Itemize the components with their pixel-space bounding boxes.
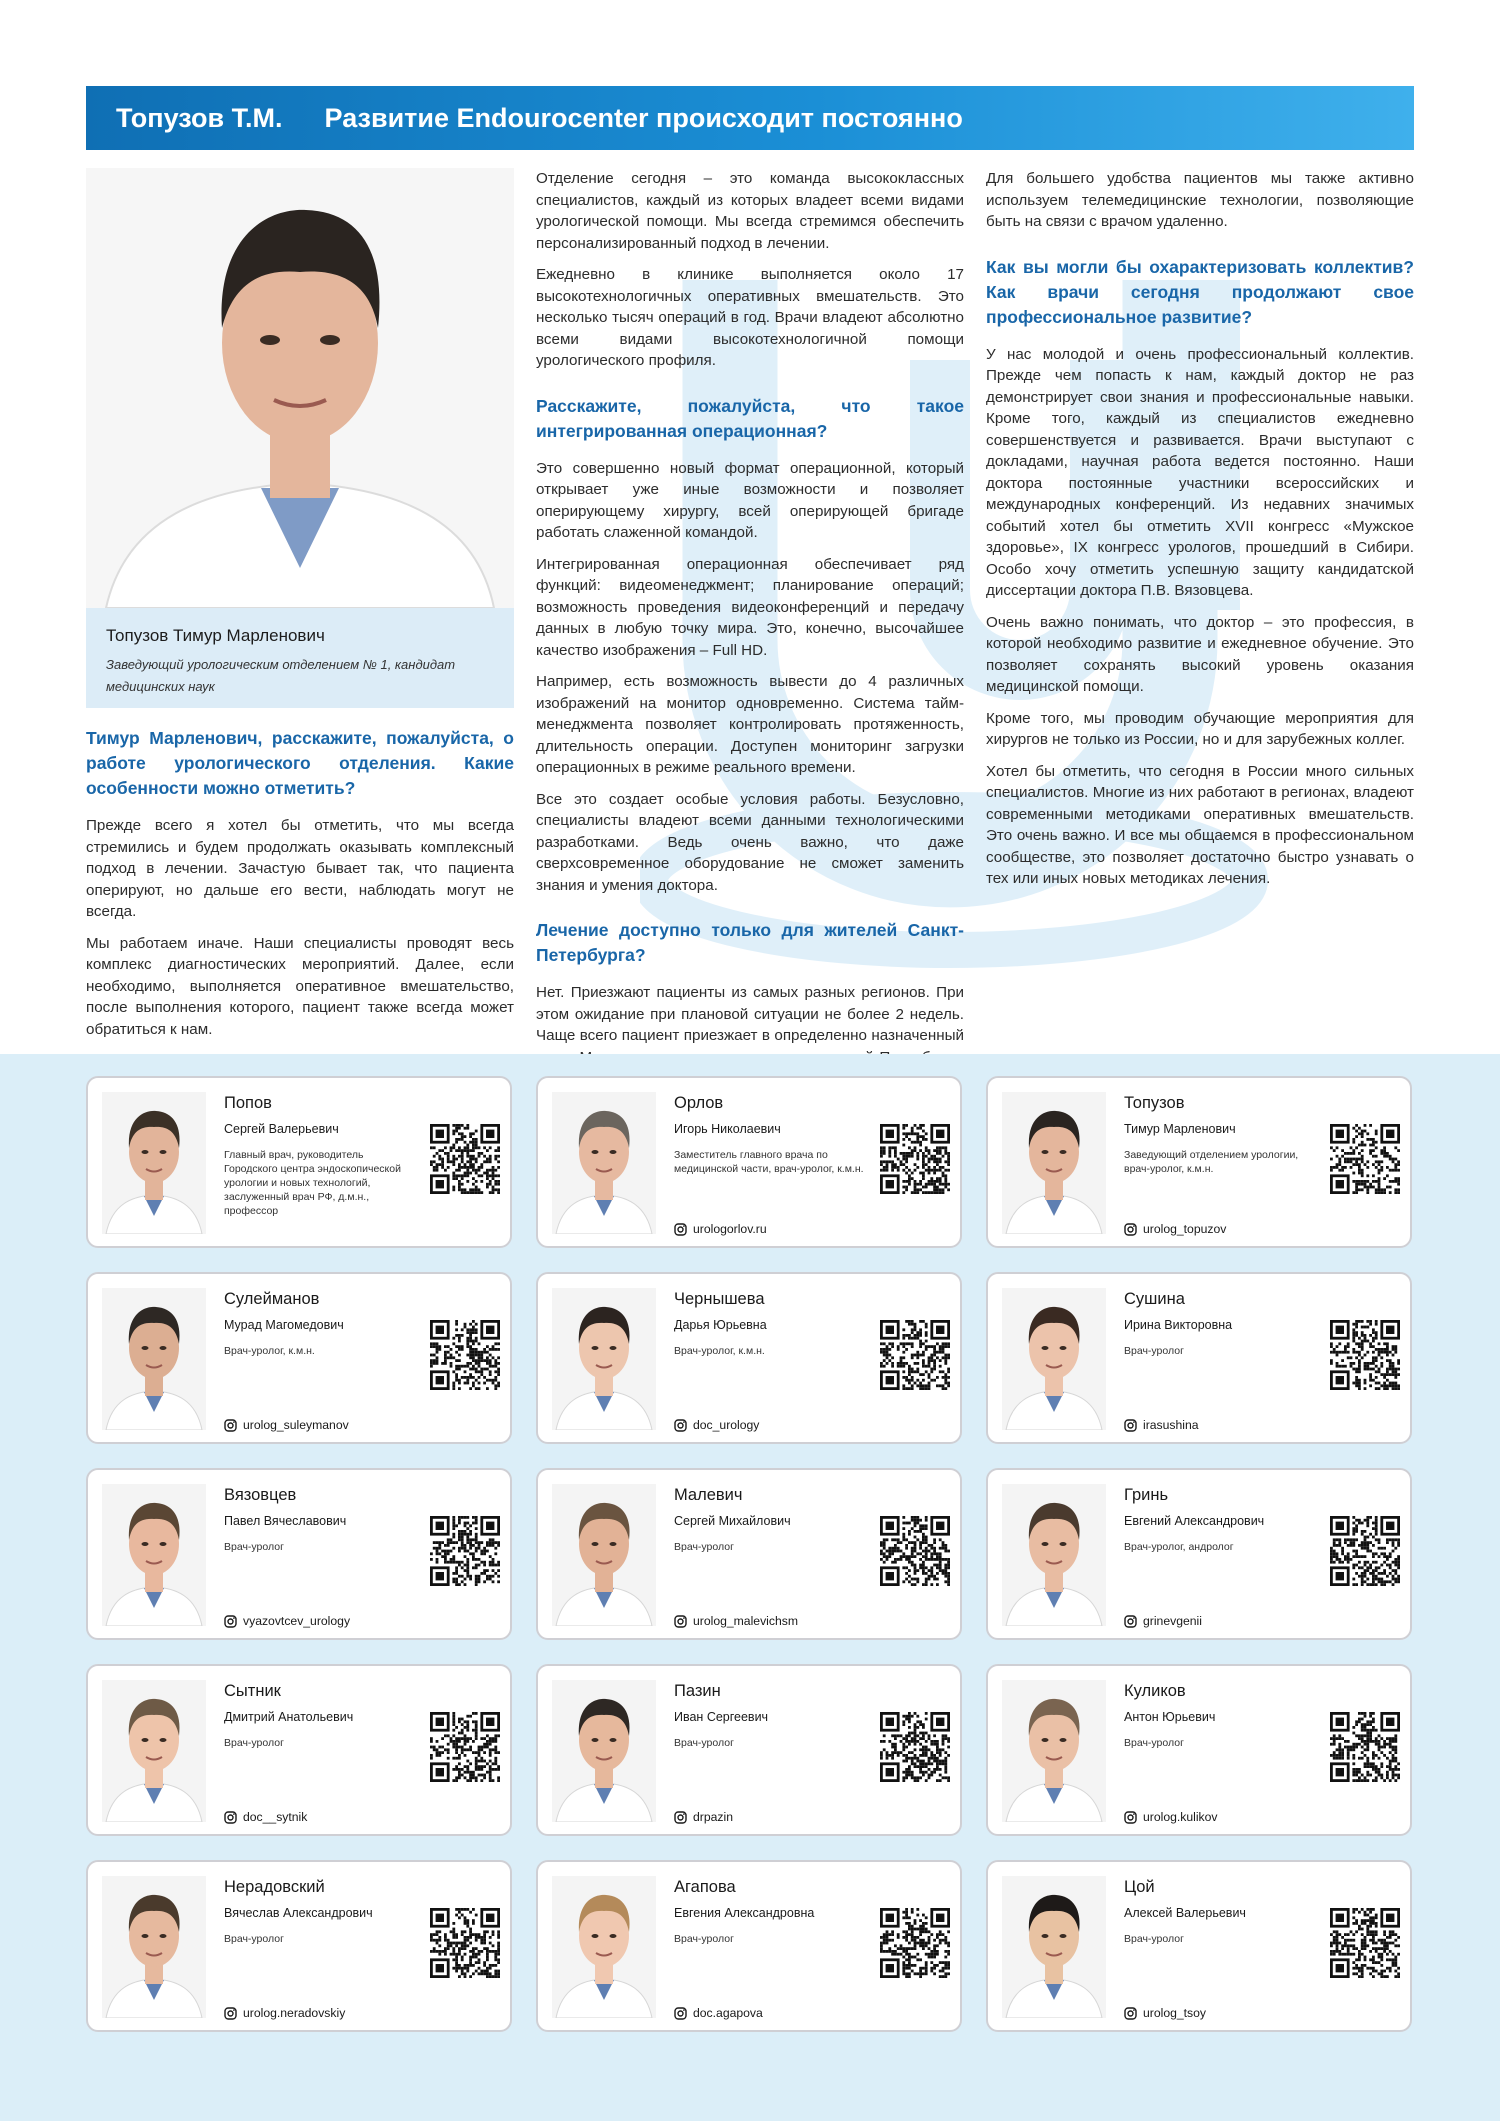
doctor-social-link[interactable] [224,1810,307,1824]
doctor-surname: Малевич [674,1486,743,1504]
doctor-surname: Пазин [674,1682,721,1700]
doctor-description: Заместитель главного врача по медицинской части, врач-уролог, к.м.н. [674,1149,864,1175]
qr-code-icon[interactable] [880,1516,950,1586]
doctor-description: Врач-уролог [224,1541,284,1553]
doctor-surname: Цой [1124,1878,1155,1896]
qr-code-icon[interactable] [430,1124,500,1194]
article-paragraph: Отделение сегодня – это команда высококлассных специалистов, каждый из которых владеет всеми видами урологической помощи. Мы всегда стремимся обеспечить персонализированный подход в лечении. [536,170,964,252]
doctor-social-link[interactable] [674,1418,759,1432]
doctor-photo [552,1092,656,1234]
doctor-social-handle[interactable]: urolog_topuzov [1143,1222,1227,1236]
qr-code-icon[interactable] [880,1320,950,1390]
qr-code-icon[interactable] [430,1516,500,1586]
article-paragraph: Все это создает особые условия работы. Безусловно, специалисты владеют всеми данными технологическими разработками. Ведь очень важно, что даже сверхсовременное оборудование не сможет заменить знания и умения доктора. [536,790,964,894]
doctor-card [86,1272,512,1444]
doctor-card [86,1468,512,1640]
doctor-card [986,1272,1412,1444]
doctor-social-link[interactable] [224,2006,345,2020]
doctor-photo [102,1092,206,1234]
doctor-description: Врач-уролог [674,1737,734,1749]
doctor-given-name: Антон Юрьевич [1124,1710,1216,1724]
doctor-social-link[interactable] [674,1222,767,1236]
article-paragraph: У нас молодой и очень профессиональный коллектив. Прежде чем попасть к нам, каждый доктор не раз демонстрирует свои знания и профессиональные навыки. Кроме того, каждый из специалистов ежедневно совершенствуется и развивается. Врачи выступают с докладами, научная работа ведется постоянно. Наши доктора постоянные участники всероссийских и международных конференций. Из недавних значимых событий хотел бы отметить XVII конгресс «Мужское здоровье», IX конгресс урологов, прошедший в Сибири. Особо хочу отметить успешную защиту кандидатской диссертации доктора П.В. Вязовцева. [986,345,1414,599]
doctor-card [986,1860,1412,2032]
doctor-description: Главный врач, руководитель Городского центра эндоскопической урологии и новых технологий, заслуженный врач РФ, д.м.н., профессор [224,1149,401,1217]
doctor-photo [102,1484,206,1626]
portrait-caption-role: Заведующий урологическим отделением № 1, кандидат медицинских наук [106,657,456,694]
doctor-photo [102,1876,206,2018]
doctor-social-link[interactable] [674,2006,763,2020]
doctor-surname: Орлов [674,1094,724,1112]
doctor-given-name: Иван Сергеевич [674,1710,769,1724]
doctor-photo [552,1680,656,1822]
article-paragraph: Мы работаем иначе. Наши специалисты проводят весь комплекс диагностических мероприятий. Далее, если необходимо, выполняется оперативное вмешательство, после выполнения которого, пациент также всегда может обратиться к нам. [86,934,514,1038]
portrait-caption-name: Топузов Тимур Марленович [106,626,325,645]
doctor-surname: Вязовцев [224,1486,297,1504]
instagram-icon [1124,1223,1137,1236]
qr-code-icon[interactable] [430,1712,500,1782]
doctor-photo [1002,1680,1106,1822]
doctor-description: Врач-уролог [1124,1933,1184,1945]
doctor-given-name: Дмитрий Анатольевич [224,1710,354,1724]
doctor-social-handle[interactable]: urolog_malevichsm [693,1614,798,1628]
doctor-social-link[interactable] [1124,1418,1199,1432]
qr-code-icon[interactable] [1330,1516,1400,1586]
doctor-description: Врач-уролог [674,1541,734,1553]
article-column-3 [986,168,1414,900]
doctor-surname: Агапова [674,1878,736,1896]
doctor-card [536,1664,962,1836]
qr-code-icon[interactable] [880,1712,950,1782]
doctor-photo [102,1288,206,1430]
article-paragraph: Кроме того, мы проводим обучающие мероприятия для хирургов не только из России, но и для зарубежных коллег. [986,709,1414,748]
doctor-card [536,1272,962,1444]
header-title: Развитие Endourocenter происходит постоянно [324,102,963,133]
doctor-social-link[interactable] [1124,2006,1206,2020]
instagram-icon [224,1615,237,1628]
doctor-social-handle[interactable]: urolog.kulikov [1143,1810,1218,1824]
instagram-icon [674,1615,687,1628]
doctor-description: Врач-уролог [674,1933,734,1945]
qr-code-icon[interactable] [1330,1908,1400,1978]
doctor-given-name: Сергей Валерьевич [224,1122,339,1136]
qr-code-icon[interactable] [1330,1124,1400,1194]
doctor-description: Врач-уролог [224,1737,284,1749]
doctor-social-link[interactable] [1124,1222,1226,1236]
qr-code-icon[interactable] [430,1908,500,1978]
doctor-surname: Гринь [1124,1486,1169,1504]
doctor-given-name: Евгения Александровна [674,1906,815,1920]
doctor-description: Врач-уролог [224,1933,284,1945]
doctor-card [986,1468,1412,1640]
qr-code-icon[interactable] [1330,1712,1400,1782]
qr-code-icon[interactable] [880,1908,950,1978]
doctor-photo [552,1288,656,1430]
doctor-photo-illustration [1002,1876,1106,2018]
doctor-given-name: Вячеслав Александрович [224,1906,373,1920]
instagram-icon [224,2007,237,2020]
header-author: Топузов Т.М. [116,102,283,133]
question-heading: Как вы могли бы охарактеризовать коллектив? Как врачи сегодня продолжают свое профессиональное развитие? [986,256,1414,327]
doctor-photo-illustration [1002,1092,1106,1234]
doctor-description: Заведующий отделением урологии, врач-уролог, к.м.н. [1124,1149,1299,1175]
doctor-social-handle[interactable]: drpazin [693,1810,733,1824]
doctor-surname: Нерадовский [224,1878,325,1896]
doctor-photo-illustration [102,1092,206,1234]
doctor-social-handle[interactable]: doc.agapova [693,2006,763,2020]
article-paragraph: Это совершенно новый формат операционной, который открывает уже иные возможности и позволяет оперирующему хирургу, всей оперирующей бригаде работать слаженной командой. [536,459,964,541]
doctor-photo-illustration [552,1484,656,1626]
doctor-social-handle[interactable]: doc_urology [693,1418,760,1432]
doctor-surname: Чернышева [674,1290,765,1308]
doctor-photo-illustration [1002,1288,1106,1430]
doctor-card [86,1860,512,2032]
article-header [86,86,1414,150]
doctor-social-handle[interactable]: grinevgenii [1143,1614,1202,1628]
doctor-description: Врач-уролог [1124,1737,1184,1749]
article-column-2 [536,168,964,1100]
doctor-photo-illustration [102,1484,206,1626]
doctor-card [536,1860,962,2032]
doctor-surname: Сулейманов [224,1290,320,1308]
doctor-photo [1002,1876,1106,2018]
qr-code-icon[interactable] [1330,1320,1400,1390]
doctor-photo-illustration [552,1288,656,1430]
doctor-photo [1002,1092,1106,1234]
doctor-given-name: Дарья Юрьевна [674,1318,767,1332]
doctor-photo-illustration [1002,1680,1106,1822]
doctor-photo [102,1680,206,1822]
qr-code-icon[interactable] [430,1320,500,1390]
instagram-icon [1124,1615,1137,1628]
article-paragraph: Для большего удобства пациентов мы также активно используем телемедицинские технологии, позволяющие быть на связи с врачом удаленно. [986,170,1414,230]
doctor-description: Врач-уролог, к.м.н. [224,1345,315,1357]
instagram-icon [674,1223,687,1236]
article-paragraph: Хотел бы отметить, что сегодня в России много сильных специалистов. Многие из них работают в регионах, владеют современными методиками оперативных вмешательств. Это очень важно. И все мы общаемся в профессиональном сообществе, это позволяет достаточно быстро узнавать о тех или иных новых методиках лечения. [986,762,1414,887]
question-heading: Лечение доступно только для жителей Санкт-Петербурга? [536,920,964,965]
doctor-social-handle[interactable]: vyazovtcev_urology [243,1614,351,1628]
doctor-card [536,1076,962,1248]
article-column-1 [86,726,514,1050]
doctor-social-handle[interactable]: urolog.neradovskiy [243,2006,346,2020]
doctor-card [986,1664,1412,1836]
doctor-photo [552,1484,656,1626]
doctor-surname: Сытник [224,1682,281,1700]
doctor-card [86,1664,512,1836]
doctor-given-name: Игорь Николаевич [674,1122,781,1136]
instagram-icon [224,1811,237,1824]
doctor-given-name: Сергей Михайлович [674,1514,791,1528]
doctor-given-name: Евгений Александрович [1124,1514,1265,1528]
instagram-icon [674,2007,687,2020]
doctor-description: Врач-уролог, к.м.н. [674,1345,765,1357]
doctor-photo-illustration [102,1288,206,1430]
doctor-social-link[interactable] [674,1614,798,1628]
article-paragraph: Интегрированная операционная обеспечивает ряд функций: видеоменеджмент; планирование операций; возможность проведения видеоконференций и передачу данных в любую точку мира. Это, конечно, высочайшее качество изображения – Full HD. [536,555,964,659]
doctor-surname: Сушина [1124,1290,1185,1308]
doctor-photo-illustration [552,1680,656,1822]
doctor-given-name: Павел Вячеславович [224,1514,347,1528]
doctor-social-handle[interactable]: urologorlov.ru [693,1222,767,1236]
instagram-icon [1124,2007,1137,2020]
doctor-photo-illustration [1002,1484,1106,1626]
doctor-surname: Куликов [1124,1682,1186,1700]
portrait-block [86,168,514,708]
article-paragraph: Ежедневно в клинике выполняется около 17 высокотехнологичных оперативных вмешательств. Это несколько тысяч операций в год. Врачи владеют абсолютно всеми видами высокотехнологичной помощи урологического профиля. [536,266,964,369]
doctor-surname: Топузов [1124,1094,1185,1112]
doctor-photo [1002,1484,1106,1626]
instagram-icon [224,1419,237,1432]
qr-code-icon[interactable] [880,1124,950,1194]
doctor-photo-illustration [102,1680,206,1822]
doctor-social-link[interactable] [674,1810,733,1824]
question-heading: Расскажите, пожалуйста, что такое интегрированная операционная? [536,395,964,441]
doctor-surname: Попов [224,1094,272,1112]
doctor-card [86,1076,512,1248]
article-paragraph: Например, есть возможность вывести до 4 различных изображений на монитор одновременно. Система тайм-менеджмента позволяет контролировать протяженность, длительность операции. Доступен мониторинг загрузки операционных в режиме реального времени. [536,673,964,776]
doctor-given-name: Мурад Магомедович [224,1318,344,1332]
doctor-social-link[interactable] [224,1614,350,1628]
doctor-photo-illustration [552,1876,656,2018]
instagram-icon [1124,1419,1137,1432]
doctor-social-handle[interactable]: doc__sytnik [243,1810,308,1824]
doctor-social-link[interactable] [1124,1810,1218,1824]
article-paragraph: Нет. Приезжают пациенты из самых разных регионов. При этом ожидание при плановой ситуации не более 2 недель. Чаще всего пациент приезжает в определенно назначенный [536,984,964,1044]
doctor-photo [1002,1288,1106,1430]
instagram-icon [674,1419,687,1432]
article-paragraph: Прежде всего я хотел бы отметить, что мы всегда стремились и будем продолжать оказывать комплексный подход в лечении. Зачастую бывает так, что пациента оперируют, но дальше его вести, наблюдать могут не всегда. [86,817,514,920]
doctor-given-name: Алексей Валерьевич [1124,1906,1246,1920]
instagram-icon [1124,1811,1137,1824]
doctor-given-name: Тимур Марленович [1124,1122,1236,1136]
doctor-photo-illustration [552,1092,656,1234]
doctor-description: Врач-уролог, андролог [1124,1541,1234,1553]
doctor-photo-illustration [102,1876,206,2018]
question-heading: Тимур Марленович, расскажите, пожалуйста, о работе урологического отделения. Какие особенности можно отметить? [86,728,514,798]
doctor-social-handle[interactable]: irasushina [1143,1418,1199,1432]
doctor-card [536,1468,962,1640]
doctor-social-link[interactable] [224,1418,349,1432]
doctor-description: Врач-уролог [1124,1345,1184,1357]
portrait-photo [86,168,514,608]
doctor-card [986,1076,1412,1248]
doctor-social-link[interactable] [1124,1614,1202,1628]
doctor-given-name: Ирина Викторовна [1124,1318,1233,1332]
doctor-portrait-illustration [86,168,514,608]
doctor-photo [552,1876,656,2018]
doctor-social-handle[interactable]: urolog_suleymanov [243,1418,349,1432]
article-paragraph: Очень важно понимать, что доктор – это профессия, в которой необходимо развитие и ежедневное обучение. Это позволяет сохранять высокий уровень оказания медицинской помощи. [986,613,1414,695]
doctor-social-handle[interactable]: urolog_tsoy [1143,2006,1207,2020]
instagram-icon [674,1811,687,1824]
